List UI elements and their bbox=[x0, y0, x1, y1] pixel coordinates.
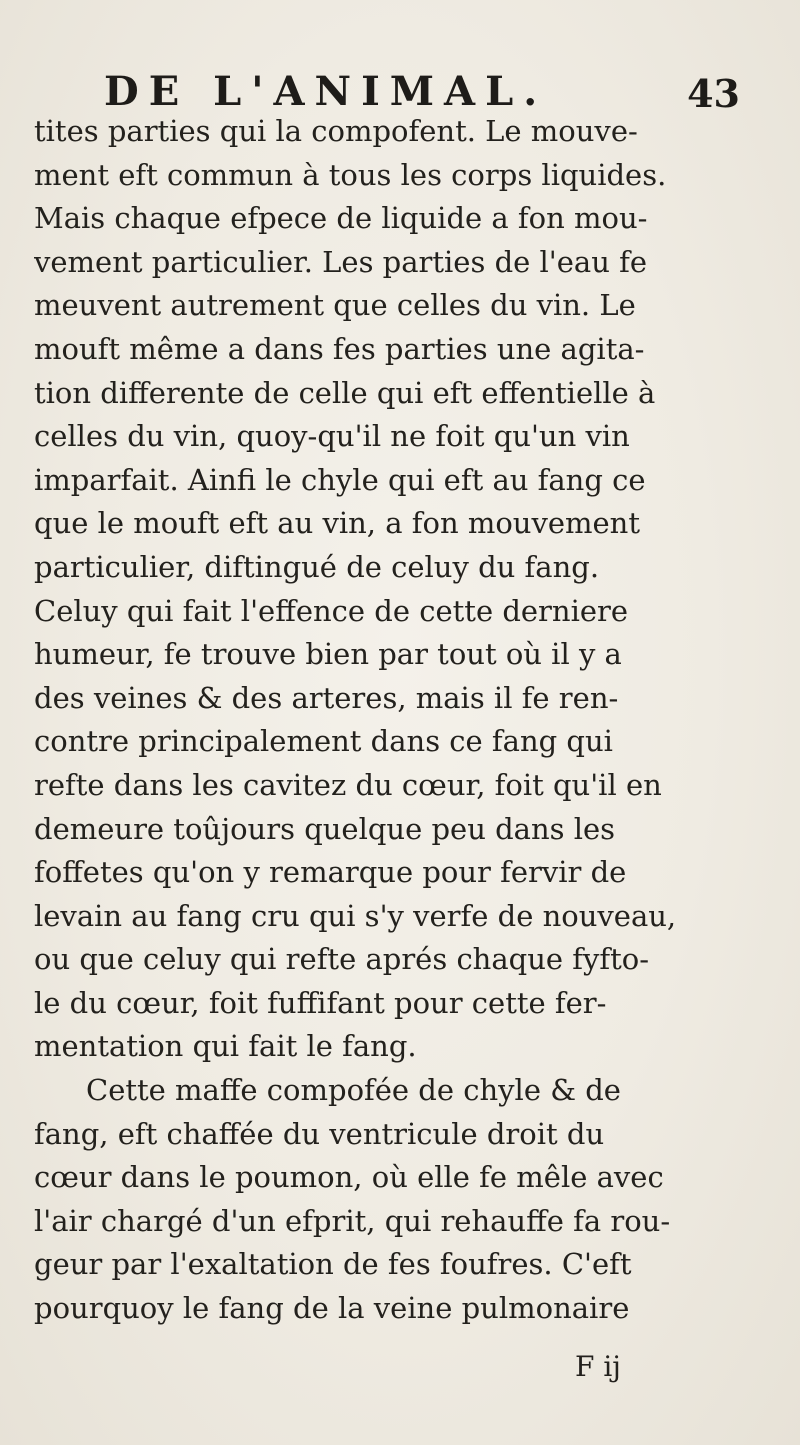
text-line: l'air chargé d'un efprit, qui rehauffe fa rou- bbox=[34, 1203, 671, 1238]
text-line: fang, eft chaffée du ventricule droit du bbox=[34, 1116, 605, 1151]
text-line: tion differente de celle qui eft effentielle à bbox=[34, 375, 656, 410]
signature-mark: F ij bbox=[575, 1350, 621, 1383]
text-line-paragraph-start: Cette maffe compofée de chyle & de bbox=[86, 1073, 621, 1108]
text-line: Celuy qui fait l'effence de cette derniere bbox=[34, 593, 629, 628]
text-line: celles du vin, quoy-qu'il ne foit qu'un vin bbox=[34, 419, 630, 454]
text-line: pourquoy le fang de la veine pulmonaire bbox=[34, 1291, 630, 1326]
text-line: mentation qui fait le fang. bbox=[34, 1029, 417, 1064]
text-line: que le mouft eft au vin, a fon mouvement bbox=[34, 506, 641, 541]
text-line: ou que celuy qui refte aprés chaque fyfto- bbox=[34, 942, 650, 977]
text-line: des veines & des arteres, mais il fe ren- bbox=[34, 680, 619, 715]
text-line: ment eft commun à tous les corps liquides. bbox=[34, 157, 667, 192]
text-line: refte dans les cavitez du cœur, foit qu'il en bbox=[34, 767, 662, 802]
text-line: cœur dans le poumon, où elle fe mêle avec bbox=[34, 1160, 664, 1195]
text-line: contre principalement dans ce fang qui bbox=[34, 724, 613, 759]
text-line: Mais chaque efpece de liquide a fon mou- bbox=[34, 201, 648, 236]
text-line: foffetes qu'on y remarque pour fervir de bbox=[34, 855, 627, 890]
running-head: DE L'ANIMAL. bbox=[104, 68, 548, 115]
text-line: mouft même a dans fes parties une agita- bbox=[34, 331, 645, 366]
text-line: particulier, diftingué de celuy du fang. bbox=[34, 549, 600, 584]
text-line: demeure toûjours quelque peu dans les bbox=[34, 811, 616, 846]
text-line: imparfait. Ainfi le chyle qui eft au fang ce bbox=[34, 462, 646, 497]
text-line: le du cœur, foit fuffifant pour cette fer- bbox=[34, 985, 607, 1020]
text-line: tites parties qui la compofent. Le mouve- bbox=[34, 114, 638, 148]
text-line: vement particulier. Les parties de l'eau fe bbox=[34, 244, 648, 279]
text-line: meuvent autrement que celles du vin. Le bbox=[34, 288, 636, 323]
text-line: levain au fang cru qui s'y verfe de nouveau, bbox=[34, 898, 677, 933]
text-line: geur par l'exaltation de fes foufres. C'eft bbox=[34, 1247, 632, 1282]
page-header bbox=[100, 62, 740, 116]
body-text bbox=[34, 110, 754, 1331]
text-line: humeur, fe trouve bien par tout où il y a bbox=[34, 637, 622, 672]
page-number: 43 bbox=[687, 71, 740, 116]
